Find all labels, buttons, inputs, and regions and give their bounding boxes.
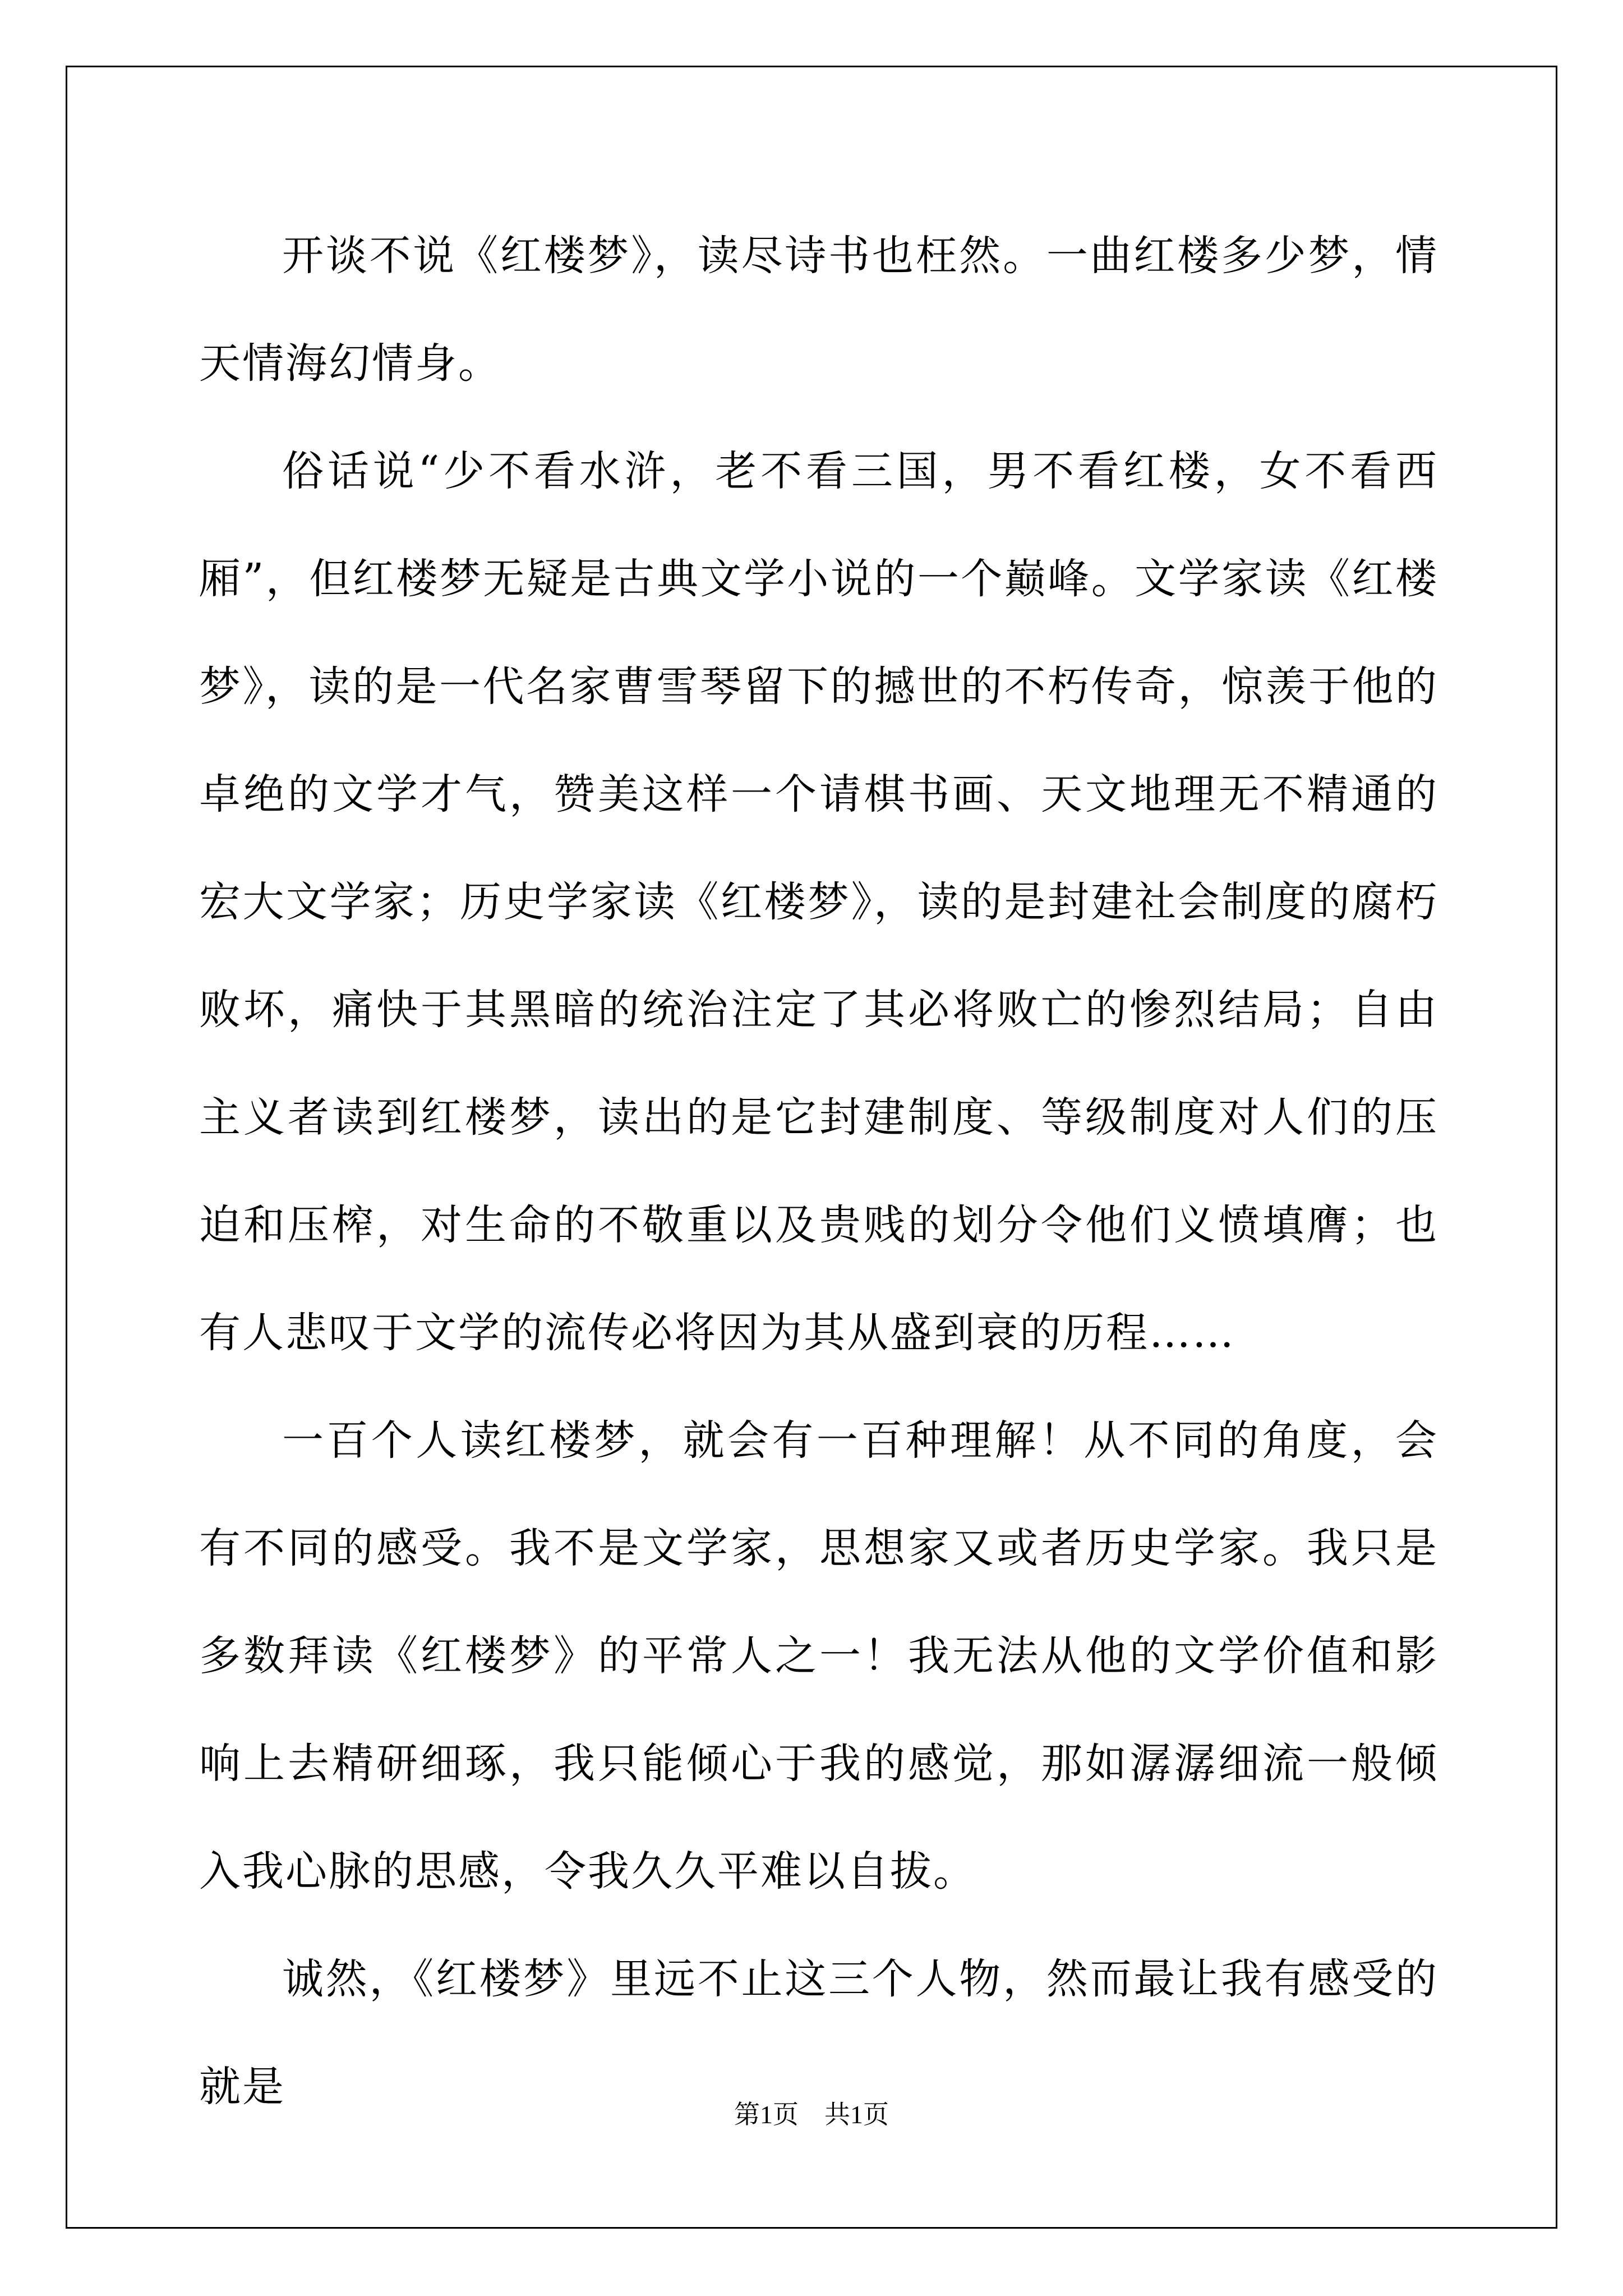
paragraph-2: 俗话说“少不看水浒，老不看三国，男不看红楼，女不看西厢”，但红楼梦无疑是古典文学小说的一个巅峰。文学家读《红楼梦》，读的是一代名家曹雪琴留下的撼世的不朽传奇，惊羡于他的卓绝的文学才气，赞美这样一个请棋书画、天文地理无不精通的宏大文学家；历史学家读《红楼梦》，读的是封建社会制度的腐朽败坏，痛快于其黑暗的统治注定了其必将败亡的惨烈结局；自由主义者读到红楼梦，读出的是它封建制度、等级制度对人们的压迫和压榨，对生命的不敬重以及贵贱的划分令他们义愤填膺；也有人悲叹于文学的流传必将因为其从盛到衰的历程…… <box>199 447 1438 1357</box>
paragraph-4: 诚然，《红楼梦》里远不止这三个人物，然而最让我有感受的就是 <box>199 1955 1438 2111</box>
paragraph-3: 一百个人读红楼梦，就会有一百种理解！从不同的角度，会有不同的感受。我不是文学家，思想家又或者历史学家。我只是多数拜读《红楼梦》的平常人之一！我无法从他的文学价值和影响上去精研细琢，我只能倾心于我的感觉，那如潺潺细流一般倾入我心脉的思感，令我久久平难以自拔。 <box>199 1416 1438 1895</box>
page-number-footer: 第1页 共1页 <box>734 2100 889 2129</box>
document-body <box>199 202 1438 2141</box>
paragraph-1: 开谈不说《红楼梦》，读尽诗书也枉然。一曲红楼多少梦，情天情海幻情身。 <box>199 232 1438 388</box>
